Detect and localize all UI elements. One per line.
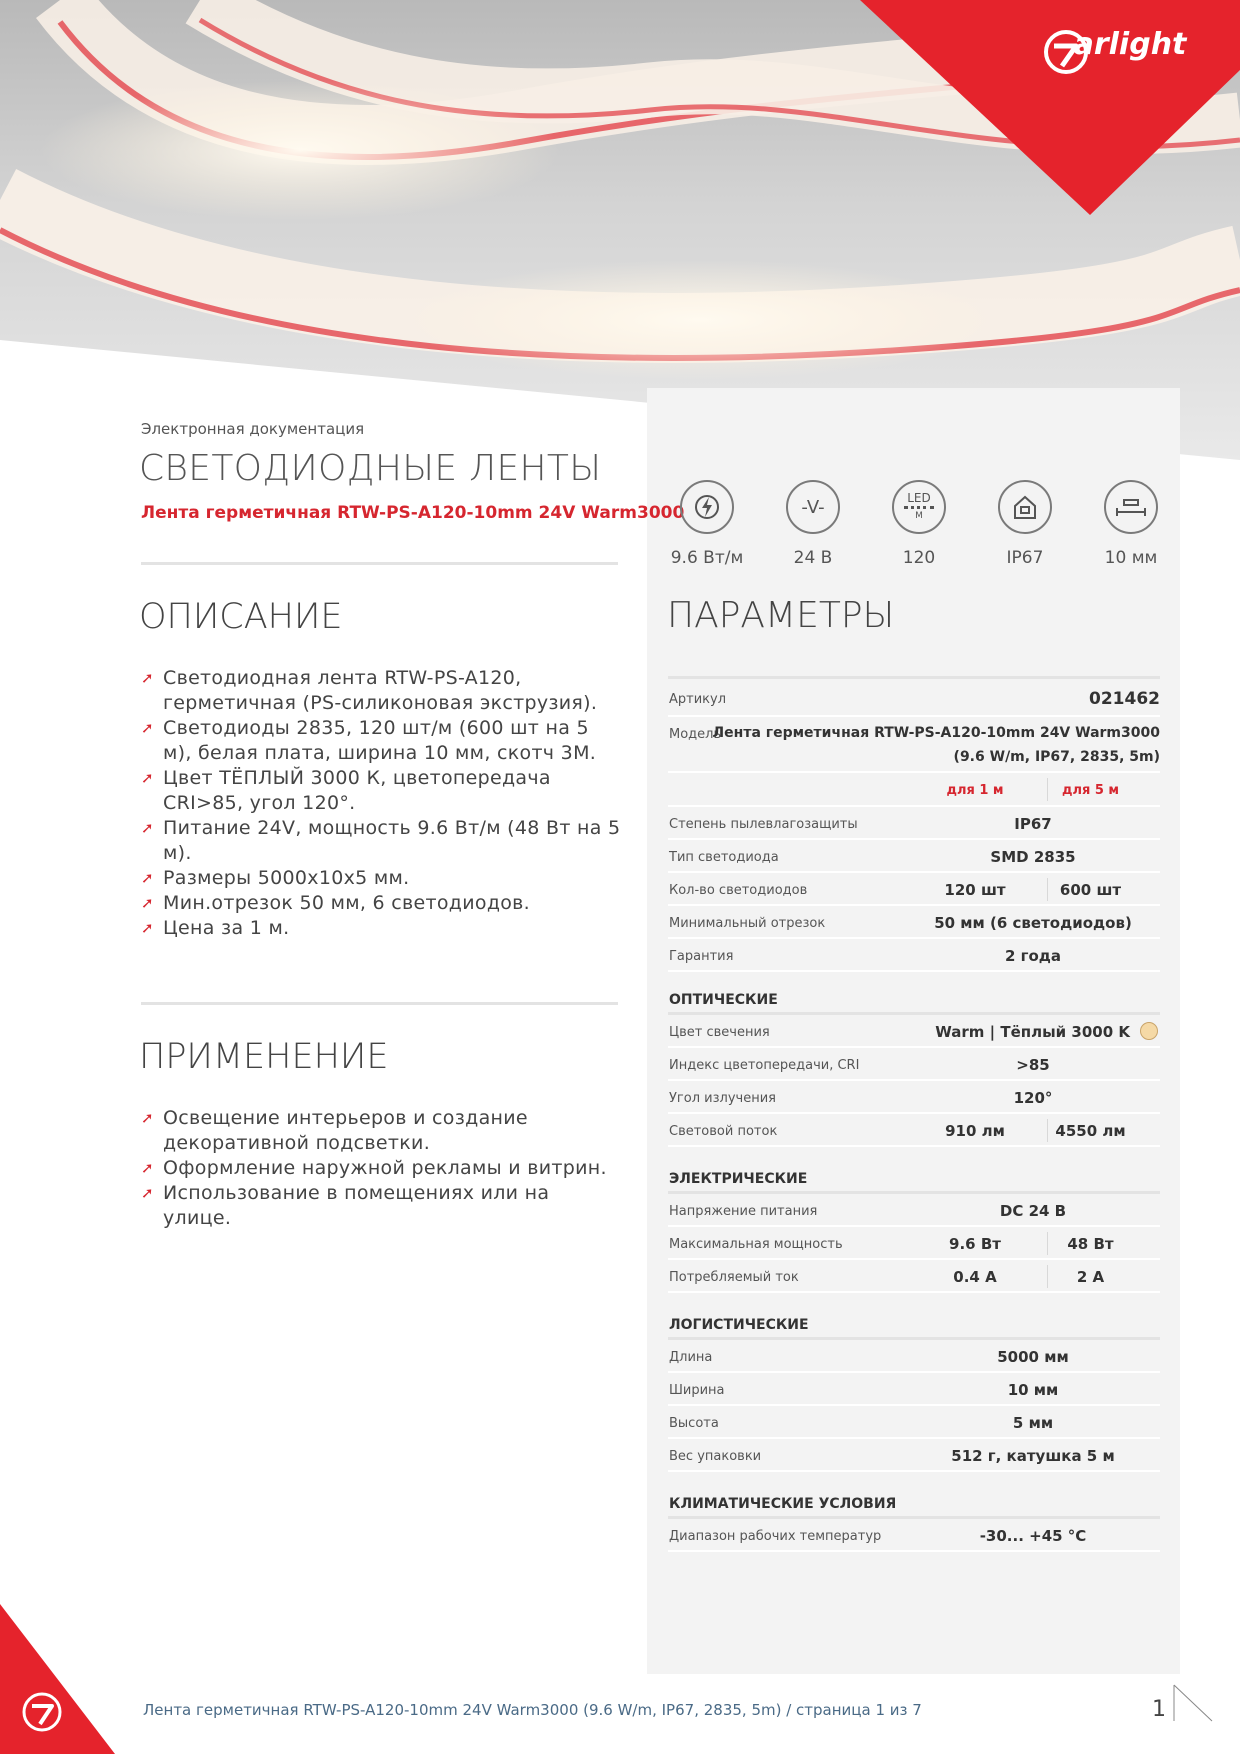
optical-heading: ОПТИЧЕСКИЕ	[669, 992, 778, 1008]
arrow-icon: ➚	[141, 769, 154, 787]
voltage-icon: -V-	[786, 480, 840, 534]
color-swatch	[1140, 1022, 1158, 1040]
list-item: ➚ Оформление наружной рекламы и витрин.	[141, 1157, 607, 1179]
divider	[141, 562, 618, 565]
table-row: Световой поток 910 лм 4550 лм	[668, 1114, 1160, 1147]
arrow-icon: ➚	[141, 1159, 154, 1177]
color-value: Warm | Тёплый 3000 K	[935, 1023, 1130, 1041]
article-value: 021462	[1089, 689, 1160, 709]
arrow-icon: ➚	[141, 719, 154, 737]
table-row: Максимальная мощность 9.6 Вт 48 Вт	[668, 1227, 1160, 1260]
arrow-icon: ➚	[141, 919, 154, 937]
divider	[141, 1002, 618, 1005]
table-row: Длина 5000 мм	[668, 1340, 1160, 1373]
list-item: ➚ Мин.отрезок 50 мм, 6 светодиодов.	[141, 892, 531, 914]
list-item: ➚ Размеры 5000x10x5 мм.	[141, 867, 410, 889]
arrow-icon: ➚	[141, 894, 154, 912]
table-row: Высота 5 мм	[668, 1406, 1160, 1439]
list-item: ➚ Цена за 1 м.	[141, 917, 290, 939]
arrow-icon: ➚	[141, 869, 154, 887]
brand-name: arlight	[1073, 27, 1187, 62]
arrow-icon: ➚	[141, 1109, 154, 1127]
table-row: Минимальный отрезок 50 мм (6 светодиодов)	[668, 906, 1160, 939]
column-header-row: для 1 м для 5 м	[668, 773, 1160, 807]
climate-heading: КЛИМАТИЧЕСКИЕ УСЛОВИЯ	[669, 1496, 897, 1512]
table-row: Кол-во светодиодов 120 шт 600 шт	[668, 873, 1160, 906]
spec-width: 10 мм	[1081, 480, 1181, 568]
list-item: ➚ Питание 24V, мощность 9.6 Вт/м (48 Вт на 5 м).	[141, 817, 621, 864]
electrical-heading: ЭЛЕКТРИЧЕСКИЕ	[669, 1171, 808, 1187]
description-list	[141, 666, 621, 941]
logistic-heading: ЛОГИСТИЧЕСКИЕ	[669, 1317, 809, 1333]
table-row: Цвет свечения Warm | Тёплый 3000 K	[668, 1015, 1160, 1048]
footer-corner-logo	[0, 1604, 130, 1754]
table-row: Напряжение питания DC 24 В	[668, 1194, 1160, 1227]
house-ip-icon	[998, 480, 1052, 534]
table-row: Модель Лента герметичная RTW-PS-A120-10mm 24V Warm3000 (9.6 W/m, IP67, 2835, 5m)	[668, 717, 1160, 773]
table-row: Гарантия 2 года	[668, 939, 1160, 972]
quick-specs	[657, 480, 1170, 570]
table-row: Степень пылевлагозащиты IP67	[668, 807, 1160, 840]
arlight-logo-icon	[1040, 28, 1092, 76]
spec-voltage: -V- 24 В	[763, 480, 863, 568]
list-item: ➚ Использование в помещениях или на улице.	[141, 1182, 550, 1229]
brand-logo	[1040, 28, 1220, 128]
application-title: ПРИМЕНЕНИЕ	[139, 1037, 389, 1077]
list-item: ➚ Цвет ТЁПЛЫЙ 3000 К, цветопередача CRI>85, угол 120°.	[141, 767, 551, 814]
list-item: ➚ Светодиодная лента RTW-PS-A120, герметичная (PS-силиконовая экструзия).	[141, 667, 598, 714]
lightning-icon	[680, 480, 734, 534]
table-row: Тип светодиода SMD 2835	[668, 840, 1160, 873]
application-list	[141, 1106, 621, 1231]
page-number: 1	[1152, 1697, 1166, 1722]
spec-power: 9.6 Вт/м	[657, 480, 757, 568]
table-row: Вес упаковки 512 г, катушка 5 м	[668, 1439, 1160, 1472]
model-value: Лента герметичная RTW-PS-A120-10mm 24V Warm3000	[712, 725, 1160, 741]
width-icon	[1104, 480, 1158, 534]
arrow-icon: ➚	[141, 819, 154, 837]
spec-ip: IP67	[975, 480, 1075, 568]
page-corner-mark	[1172, 1683, 1216, 1723]
table-row: Потребляемый ток 0.4 A 2 A	[668, 1260, 1160, 1293]
footer-text: Лента герметичная RTW-PS-A120-10mm 24V Warm3000 (9.6 W/m, IP67, 2835, 5m) / страница 1 из 7	[143, 1701, 922, 1719]
table-row: Индекс цветопередачи, CRI >85	[668, 1048, 1160, 1081]
list-item: ➚ Освещение интерьеров и создание декоративной подсветки.	[141, 1107, 528, 1154]
doc-kicker: Электронная документация	[141, 420, 365, 438]
arrow-icon: ➚	[141, 669, 154, 687]
table-row: Угол излучения 120°	[668, 1081, 1160, 1114]
list-item: ➚ Светодиоды 2835, 120 шт/м (600 шт на 5 м), белая плата, ширина 10 мм, скотч 3М.	[141, 717, 597, 764]
spec-led-count: LED M 120	[869, 480, 969, 568]
page-title: СВЕТОДИОДНЫЕ ЛЕНТЫ	[139, 448, 602, 489]
arrow-icon: ➚	[141, 1184, 154, 1202]
params-title: ПАРАМЕТРЫ	[667, 595, 895, 636]
product-subtitle: Лента герметичная RTW-PS-A120-10mm 24V Warm3000	[141, 503, 685, 523]
table-row: Диапазон рабочих температур -30... +45 °С	[668, 1519, 1160, 1552]
led-per-meter-icon: LED M	[892, 480, 946, 534]
params-table	[668, 676, 1160, 1552]
table-row: Артикул 021462	[668, 679, 1160, 717]
table-row: Ширина 10 мм	[668, 1373, 1160, 1406]
description-title: ОПИСАНИЕ	[139, 597, 343, 637]
